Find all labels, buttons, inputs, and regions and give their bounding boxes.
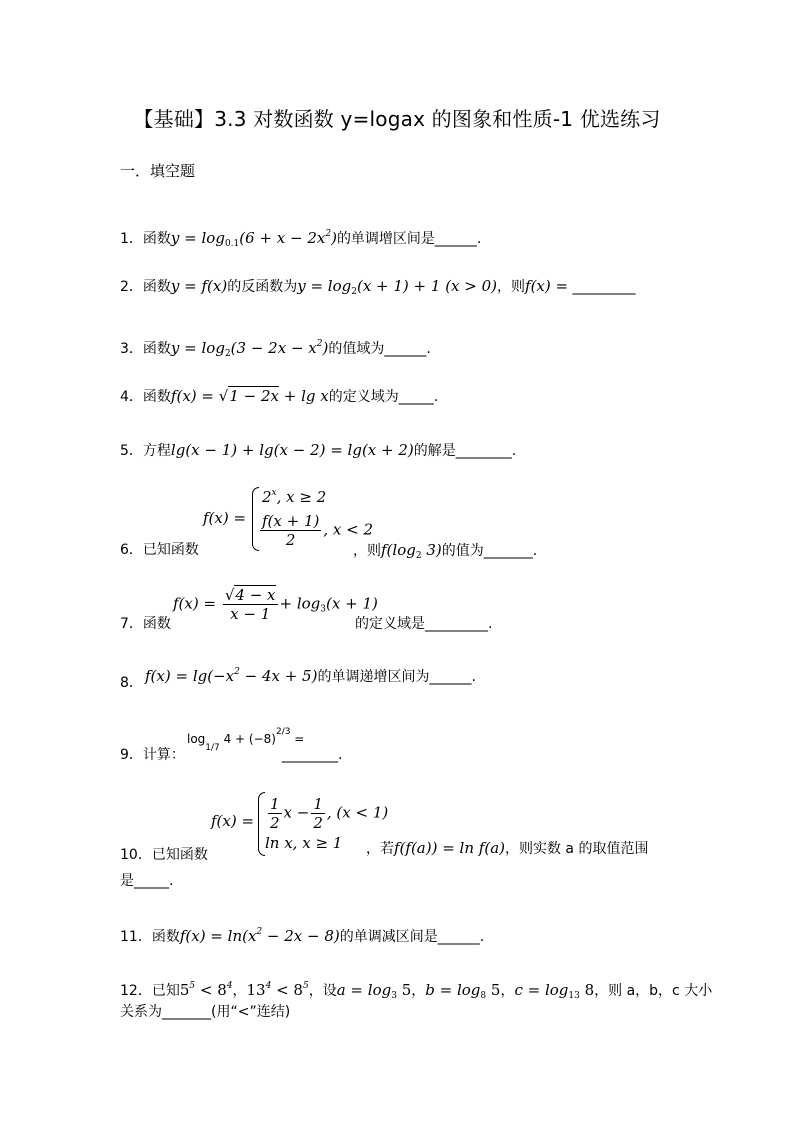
formula: $13^4 < 8^5$	[246, 981, 309, 999]
answer-blank: _________	[568, 279, 636, 295]
formula: $b = \log_8 5$	[425, 981, 501, 1001]
question-text: ，则	[353, 543, 381, 559]
question-text: 已知函数	[151, 847, 208, 863]
formula: $y = \log_2(3 - 2x - x^2)$	[170, 339, 329, 359]
question-6-line	[120, 540, 199, 560]
question-text: 的定义域为_____.	[328, 389, 439, 405]
question-text: 方程	[142, 443, 171, 459]
question-text: 函数	[151, 929, 180, 945]
question-10-line	[120, 845, 208, 865]
question-number: 8．	[120, 675, 143, 691]
formula-case-1: 2$^x$, x ≥ 2	[262, 488, 327, 506]
formula: $f(\log_2$ 3)	[381, 541, 442, 561]
question-number: 6．	[120, 542, 143, 558]
formula: f(x) = √1 − 2x + lg x	[170, 387, 329, 405]
question-text: 的单调递增区间为______.	[317, 669, 476, 685]
question-text: 已知函数	[142, 542, 199, 558]
question-text: 函数	[142, 231, 171, 247]
question-number: 2．	[120, 279, 143, 295]
formula: f(x) = $\frac{√4 - x}{x - 1}$ + $\log_3(x + 1)$	[173, 586, 378, 623]
question-text: 函数	[142, 389, 171, 405]
question-6-tail	[353, 540, 537, 566]
question-12: 12．已知$5^5 < 8^4$，$13^4 < 8^5$，设$a = \log_3 5$，$b = \log_8 5$，$c = \log_{13} 8$，则 a，b，c 大小	[120, 981, 713, 1001]
formula-case-1: $\frac{1}{2}$ x − $\frac{1}{2}$ , (x < 1)	[270, 795, 389, 832]
question-number: 12．	[120, 983, 152, 999]
section-heading: 一．填空题	[120, 162, 196, 180]
question-10-tail	[366, 838, 648, 859]
formula-case-2: $\frac{f(x + 1)}{2}$ , x < 2	[262, 512, 374, 549]
question-number: 11．	[120, 929, 152, 945]
formula: $f(x) = \lg(-x^2 - 4x + 5)$的单调递增区间为______.	[145, 667, 476, 685]
answer-blank: ________.	[282, 747, 343, 763]
question-text: 的单调减区间是______.	[339, 929, 485, 945]
question-number: 3．	[120, 341, 143, 357]
formula: $a = \log_3 5$	[336, 981, 412, 1001]
question-text: 函数	[142, 616, 171, 632]
formula: $c = \log_{13} 8$	[514, 981, 595, 1001]
formula: y = f(x)	[170, 277, 228, 295]
brace	[258, 792, 265, 856]
formula: $\log_{1/7} 4 + (-8)^{2/3}$ =	[187, 727, 305, 753]
question-number: 9．计算：	[120, 747, 185, 763]
formula: $f(x) = \ln(x^2 - 2x - 8)$	[179, 927, 340, 945]
question-text: 函数	[142, 279, 171, 295]
question-2	[120, 276, 636, 302]
question-1	[120, 224, 481, 254]
question-text: 函数	[142, 341, 171, 357]
formula: $5^5 < 8^4$	[179, 981, 233, 999]
page-title: 【基础】3.3 对数函数 y=logax 的图象和性质-1 优选练习	[133, 107, 661, 131]
formula: lg(x − 1) + lg(x − 2) = lg(x + 2)	[170, 441, 414, 459]
formula: $y = \log_{0.1}(6 + x - 2x^2)$	[170, 229, 337, 249]
question-text: ，则 a，b，c 大小	[594, 983, 713, 999]
question-11	[120, 922, 484, 947]
question-number: 5．	[120, 443, 143, 459]
formula-case-2: ln x, x ≥ 1	[265, 834, 343, 852]
formula: $y = \log_2(x + 1) + 1$ (x > 0)	[297, 277, 498, 297]
formula: f(x) =	[203, 509, 247, 527]
question-text: 的值域为______.	[328, 341, 431, 357]
question-text: 的反函数为	[227, 279, 298, 295]
question-text: 的单调增区间是______.	[336, 231, 482, 247]
formula: f(x) =	[211, 812, 255, 830]
question-text: 是_____.	[120, 873, 174, 889]
question-text: 的解是________.	[413, 443, 517, 459]
question-text: ，若	[366, 841, 394, 857]
question-5	[120, 440, 516, 461]
question-number: 7．	[120, 616, 143, 632]
question-3	[120, 334, 431, 364]
question-text: ，则	[497, 279, 526, 295]
question-text: 的定义域是_________.	[355, 616, 493, 632]
question-text: ，则实数 a 的取值范围	[504, 841, 649, 857]
question-number: 10．	[120, 847, 152, 863]
formula: f(f(a)) = ln f(a)	[394, 839, 505, 857]
question-4	[120, 386, 438, 407]
question-number: 1．	[120, 231, 143, 247]
question-text: 已知	[151, 983, 180, 999]
formula: f(x) =	[525, 277, 569, 295]
question-number: 4．	[120, 389, 143, 405]
question-text: 的值为_______.	[441, 543, 538, 559]
question-text: 关系为_______(用“<”连结)	[120, 1004, 291, 1020]
